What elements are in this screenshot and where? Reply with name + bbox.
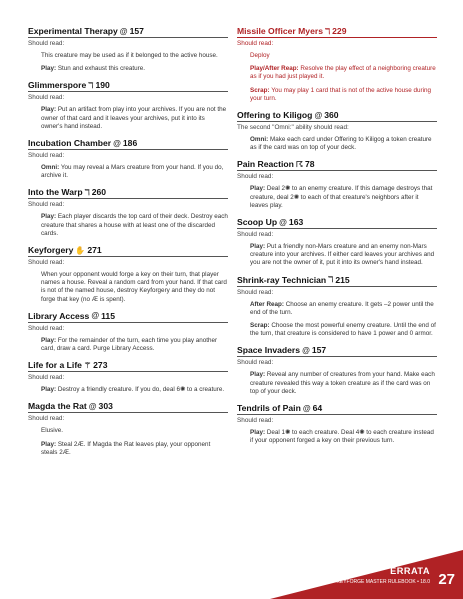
card-title bbox=[237, 217, 437, 229]
erratum-paragraph bbox=[250, 185, 437, 210]
ability-text: This creature may be used as if it belonged to the active house. bbox=[41, 52, 218, 59]
erratum-entry bbox=[28, 311, 228, 353]
card-number: 64 bbox=[312, 403, 323, 414]
erratum-paragraph bbox=[41, 427, 228, 435]
erratum-entry bbox=[28, 80, 228, 131]
card-number: 273 bbox=[93, 360, 108, 371]
ability-text: Deal 2✺ to an enemy creature. If this damage destroys that creature, deal 2✺ to each of that creature's neighbors after it leaves play. bbox=[250, 185, 433, 209]
erratum-paragraph bbox=[41, 271, 228, 304]
card-number: 229 bbox=[332, 26, 347, 36]
house-icon: @ bbox=[113, 138, 121, 148]
erratum-subtitle: Should read: bbox=[28, 201, 65, 209]
ability-text: You may reveal a Mars creature from your hand. If you do, archive it. bbox=[41, 164, 224, 180]
ability-label: Play: bbox=[41, 65, 57, 73]
erratum-body bbox=[28, 106, 228, 131]
card-name: Tendrils of Pain bbox=[237, 403, 301, 414]
erratum-subtitle: Should read: bbox=[28, 40, 65, 47]
erratum-body bbox=[28, 427, 228, 457]
erratum-entry bbox=[237, 345, 437, 396]
erratum-subtitle: Should read: bbox=[28, 374, 65, 382]
erratum-entry bbox=[28, 187, 228, 238]
card-name: Life for a Life bbox=[28, 360, 82, 371]
erratum-subtitle: Should read: bbox=[237, 173, 274, 181]
ability-text: Steal 2Æ. If Magda the Rat leaves play, your opponent steals 2Æ. bbox=[41, 440, 211, 456]
ability-label: Scrap: bbox=[250, 86, 270, 94]
ability-text: You may play 1 card that is not of the active house during your turn. bbox=[250, 86, 431, 102]
ability-text: Put an artifact from play into your archives. If you are not the owner of that card and it leaves your archives, put it into its owner's hand instead. bbox=[41, 106, 227, 130]
card-title bbox=[28, 80, 228, 92]
erratum-entry bbox=[237, 275, 437, 339]
ability-label: Play: bbox=[41, 106, 57, 114]
card-number: 271 bbox=[87, 245, 102, 256]
footer-band-shape bbox=[270, 550, 463, 599]
card-name: Missile Officer Myers bbox=[237, 26, 323, 36]
card-name: Shrink-ray Technician bbox=[237, 274, 327, 285]
erratum-paragraph bbox=[250, 52, 437, 60]
footer-rulebook-label: KEYFORGE MASTER RULEBOOK • 18.0 bbox=[336, 579, 430, 585]
house-icon: ℸ bbox=[84, 187, 90, 197]
erratum-entry bbox=[28, 138, 228, 180]
erratum-subtitle: Should read: bbox=[237, 231, 274, 239]
erratum-entry bbox=[28, 360, 228, 394]
house-icon: ☈ bbox=[295, 159, 304, 169]
card-number: 303 bbox=[98, 401, 113, 412]
house-icon: @ bbox=[91, 311, 100, 321]
ability-text: Make each card under Offering to Kiligog a token creature as if the card was on top of your deck. bbox=[250, 136, 432, 152]
card-name: Pain Reaction bbox=[237, 159, 294, 170]
ability-text: Destroy a friendly creature. If you do, deal 6✺ to a creature. bbox=[57, 386, 225, 394]
erratum-entry bbox=[237, 26, 437, 103]
house-icon: @ bbox=[314, 110, 323, 120]
erratum-body bbox=[237, 136, 437, 152]
erratum-entry bbox=[237, 403, 437, 445]
erratum-subtitle: Should read: bbox=[28, 152, 65, 160]
erratum-entry bbox=[237, 159, 437, 210]
erratum-subtitle: The second "Omni:" ability should read: bbox=[237, 124, 349, 132]
erratum-paragraph bbox=[250, 301, 437, 317]
erratum-paragraph bbox=[250, 65, 437, 81]
erratum-entry bbox=[28, 401, 228, 457]
house-icon: @ bbox=[279, 217, 287, 227]
card-name: Magda the Rat bbox=[28, 401, 87, 412]
card-title bbox=[237, 110, 437, 122]
card-title bbox=[28, 245, 228, 257]
card-number: 190 bbox=[95, 80, 110, 91]
erratum-subtitle: Should read: bbox=[28, 324, 65, 332]
card-title bbox=[237, 403, 437, 415]
ability-label: Play: bbox=[41, 213, 57, 221]
erratum-subtitle: Should read: bbox=[237, 288, 274, 296]
card-number: 260 bbox=[91, 187, 107, 198]
erratum-body bbox=[237, 243, 437, 268]
erratum-paragraph bbox=[41, 337, 228, 353]
house-icon: ⚚ bbox=[83, 360, 92, 370]
erratum-subtitle: Should read: bbox=[28, 259, 65, 267]
ability-text: Elusive. bbox=[41, 427, 64, 435]
ability-label: Play: bbox=[250, 371, 266, 379]
card-name: Space Invaders bbox=[237, 345, 301, 356]
erratum-body bbox=[28, 386, 228, 394]
erratum-entry bbox=[28, 26, 228, 73]
erratum-body bbox=[237, 301, 437, 339]
left-column bbox=[28, 26, 228, 464]
erratum-entry bbox=[28, 245, 228, 304]
ability-label: Omni: bbox=[41, 164, 60, 172]
erratum-body bbox=[28, 213, 228, 238]
ability-text: Choose the most powerful enemy creature. Until the end of the turn, that creature is considered to have 1 power and 0 armor. bbox=[250, 322, 436, 338]
ability-text: Each player discards the top card of their deck. Destroy each creature that shares a house with at least one of the discarded cards. bbox=[41, 213, 228, 237]
card-name: Experimental Therapy bbox=[28, 26, 118, 36]
erratum-subtitle: Should read: bbox=[237, 359, 274, 367]
erratum-body bbox=[28, 337, 228, 353]
card-title bbox=[28, 187, 228, 199]
right-column bbox=[237, 26, 437, 452]
card-title bbox=[28, 401, 228, 413]
erratum-paragraph bbox=[41, 52, 228, 60]
card-title bbox=[237, 275, 437, 287]
card-number: 186 bbox=[122, 138, 138, 149]
ability-label: After Reap: bbox=[250, 300, 284, 308]
ability-text: Deploy bbox=[250, 52, 270, 59]
card-number: 163 bbox=[288, 217, 304, 228]
ability-label: Scrap: bbox=[250, 322, 270, 330]
house-icon: ℸ bbox=[328, 275, 334, 285]
erratum-subtitle: Should read: bbox=[237, 417, 274, 425]
house-icon: ℸ bbox=[324, 26, 331, 36]
erratum-paragraph bbox=[41, 164, 228, 180]
ability-text: Reveal any number of creatures from your hand. Make each creature revealed this way a token creature as if the card was on top of your deck. bbox=[250, 371, 435, 395]
erratum-paragraph bbox=[41, 65, 228, 73]
ability-text: When your opponent would forge a key on their turn, that player names a house. Reveal a random card from your hand. If that card is not of the named house, destroy Keyforgery and they do not forge that key (no Æ is spent). bbox=[41, 271, 227, 303]
erratum-paragraph bbox=[250, 371, 437, 396]
footer-band bbox=[270, 550, 463, 599]
card-title bbox=[28, 138, 228, 150]
erratum-paragraph bbox=[250, 136, 437, 152]
page-number: 27 bbox=[438, 571, 455, 588]
ability-label: Play: bbox=[41, 386, 57, 394]
erratum-entry bbox=[237, 217, 437, 268]
ability-text: Put a friendly non-Mars creature and an enemy non-Mars creature into your archives. If either card leaves your archives and you are not the owner of it, put it into its owner's hand instead. bbox=[250, 243, 435, 267]
house-icon: ℸ bbox=[88, 80, 94, 90]
erratum-paragraph bbox=[250, 87, 437, 103]
card-name: Offering to Kiligog bbox=[237, 110, 313, 121]
erratum-body bbox=[28, 164, 228, 180]
house-icon: @ bbox=[119, 26, 128, 36]
card-name: Incubation Chamber bbox=[28, 138, 112, 149]
ability-label: Omni: bbox=[250, 136, 269, 144]
card-number: 157 bbox=[129, 26, 144, 36]
ability-label: Play: bbox=[41, 336, 57, 344]
card-title bbox=[237, 159, 437, 171]
erratum-subtitle: Should read: bbox=[28, 415, 65, 423]
card-number: 78 bbox=[305, 159, 315, 170]
house-icon: @ bbox=[88, 401, 97, 411]
ability-label: Play: bbox=[250, 185, 266, 193]
ability-text: Resolve the play effect of a neighboring creature as if you had just played it. bbox=[250, 65, 436, 81]
erratum-paragraph bbox=[41, 213, 228, 238]
erratum-body bbox=[237, 185, 437, 210]
card-number: 215 bbox=[335, 274, 350, 285]
ability-label: Play: bbox=[250, 429, 266, 437]
ability-text: For the remainder of the turn, each time you play another card, draw a card. Purge Library Access. bbox=[41, 336, 218, 353]
house-icon: ✋ bbox=[75, 245, 86, 255]
card-name: Library Access bbox=[28, 310, 90, 321]
erratum-entry bbox=[237, 110, 437, 152]
card-name: Keyforgery bbox=[28, 245, 74, 256]
card-name: Scoop Up bbox=[237, 217, 278, 228]
card-name: Into the Warp bbox=[28, 187, 83, 198]
card-title bbox=[237, 26, 437, 38]
erratum-body bbox=[28, 271, 228, 304]
ability-label: Play: bbox=[41, 440, 57, 448]
card-name: Glimmerspore bbox=[28, 80, 87, 91]
ability-label: Play/After Reap: bbox=[250, 65, 299, 73]
ability-text: Choose an enemy creature. It gets –2 power until the end of the turn. bbox=[250, 300, 434, 316]
erratum-paragraph bbox=[250, 322, 437, 338]
ability-text: Deal 1✺ to each creature. Deal 4✺ to each creature instead if your opponent forged a key on their previous turn. bbox=[250, 429, 434, 445]
card-number: 157 bbox=[311, 345, 327, 356]
erratum-subtitle: Should read: bbox=[28, 94, 65, 102]
card-number: 115 bbox=[101, 310, 115, 321]
erratum-subtitle: Should read: bbox=[237, 40, 274, 47]
card-title bbox=[28, 360, 228, 372]
erratum-paragraph bbox=[250, 243, 437, 268]
erratum-body bbox=[237, 429, 437, 445]
erratum-body bbox=[28, 52, 228, 73]
house-icon: @ bbox=[302, 345, 310, 355]
ability-label: Play: bbox=[250, 243, 266, 251]
erratum-body bbox=[237, 371, 437, 396]
card-title bbox=[28, 311, 228, 323]
footer-section-label: ERRATA bbox=[390, 566, 430, 576]
card-title bbox=[237, 345, 437, 357]
house-icon: @ bbox=[302, 403, 311, 413]
ability-text: Stun and exhaust this creature. bbox=[57, 65, 145, 73]
card-title bbox=[28, 26, 228, 38]
erratum-paragraph bbox=[41, 441, 228, 457]
erratum-paragraph bbox=[250, 429, 437, 445]
card-number: 360 bbox=[324, 110, 339, 121]
erratum-paragraph bbox=[41, 106, 228, 131]
erratum-paragraph bbox=[41, 386, 228, 394]
erratum-body bbox=[237, 52, 437, 103]
